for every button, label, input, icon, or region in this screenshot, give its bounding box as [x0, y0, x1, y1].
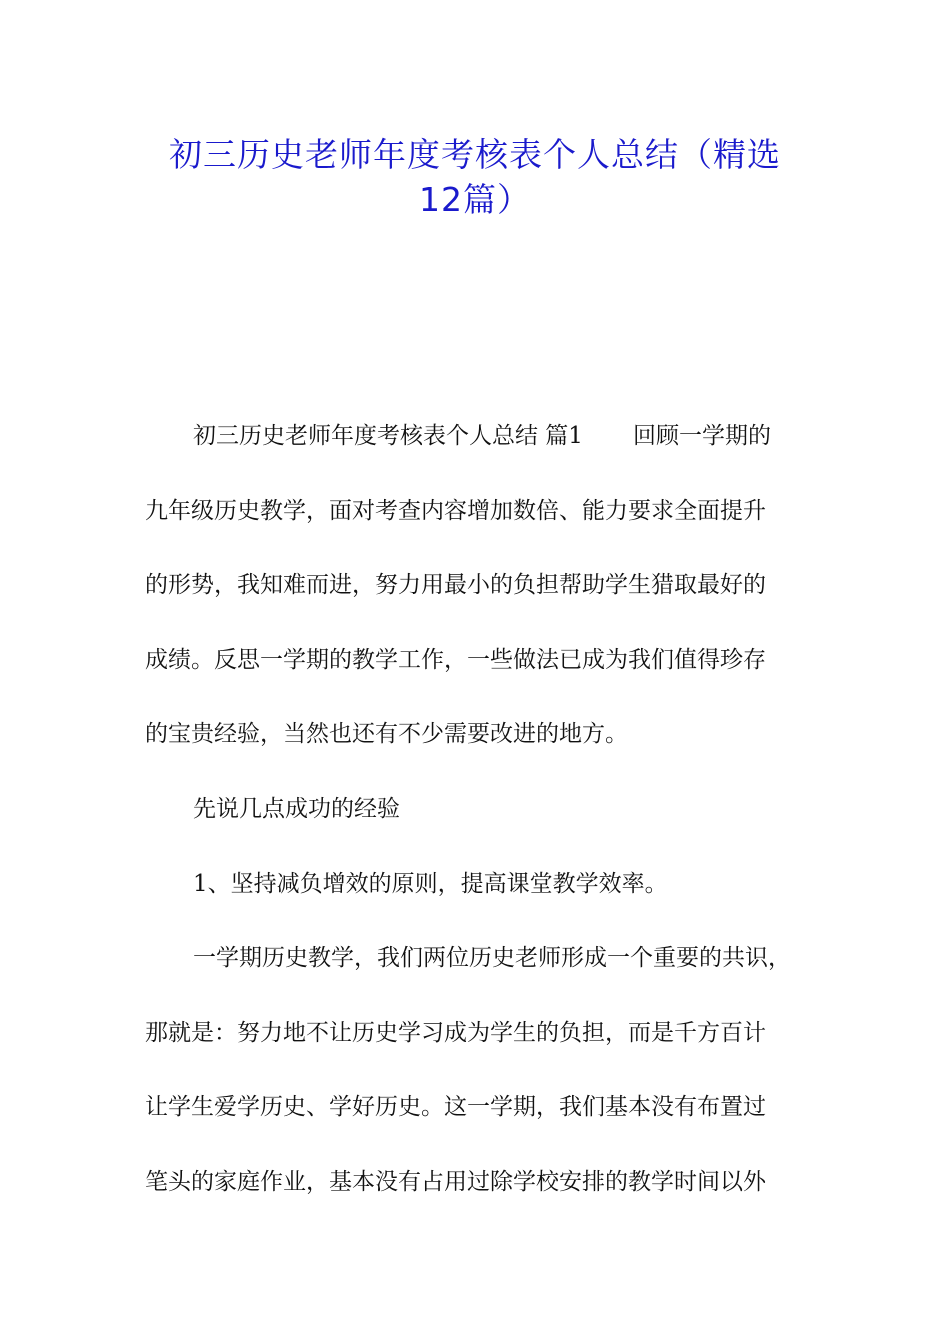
- document-title-line-2: 12篇）: [419, 180, 531, 219]
- paragraph-line-6: 先说几点成功的经验: [193, 796, 400, 822]
- paragraph-line-2: 九年级历史教学，面对考查内容增加数倍、能力要求全面提升: [145, 498, 766, 524]
- paragraph-line-4: 成绩。反思一学期的教学工作，一些做法已成为我们值得珍存: [145, 647, 766, 673]
- paragraph-line-8: 一学期历史教学，我们两位历史老师形成一个重要的共识，: [193, 945, 791, 971]
- paragraph-text: 回顾一学期的: [632, 423, 771, 449]
- section-heading: 初三历史老师年度考核表个人总结 篇1: [193, 423, 583, 449]
- paragraph-line-11: 笔头的家庭作业，基本没有占用过除学校安排的教学时间以外: [145, 1169, 766, 1195]
- paragraph-line-9: 那就是：努力地不让历史学习成为学生的负担，而是千方百计: [145, 1020, 766, 1046]
- document-title-line-1: 初三历史老师年度考核表个人总结（精选: [169, 135, 781, 174]
- paragraph-line-10: 让学生爱学历史、学好历史。这一学期，我们基本没有布置过: [145, 1094, 766, 1120]
- paragraph-line-1: [193, 421, 873, 451]
- paragraph-line-3: 的形势，我知难而进，努力用最小的负担帮助学生猎取最好的: [145, 572, 766, 598]
- paragraph-line-5: 的宝贵经验，当然也还有不少需要改进的地方。: [145, 721, 628, 747]
- paragraph-line-7: 1、坚持减负增效的原则，提高课堂教学效率。: [193, 871, 668, 897]
